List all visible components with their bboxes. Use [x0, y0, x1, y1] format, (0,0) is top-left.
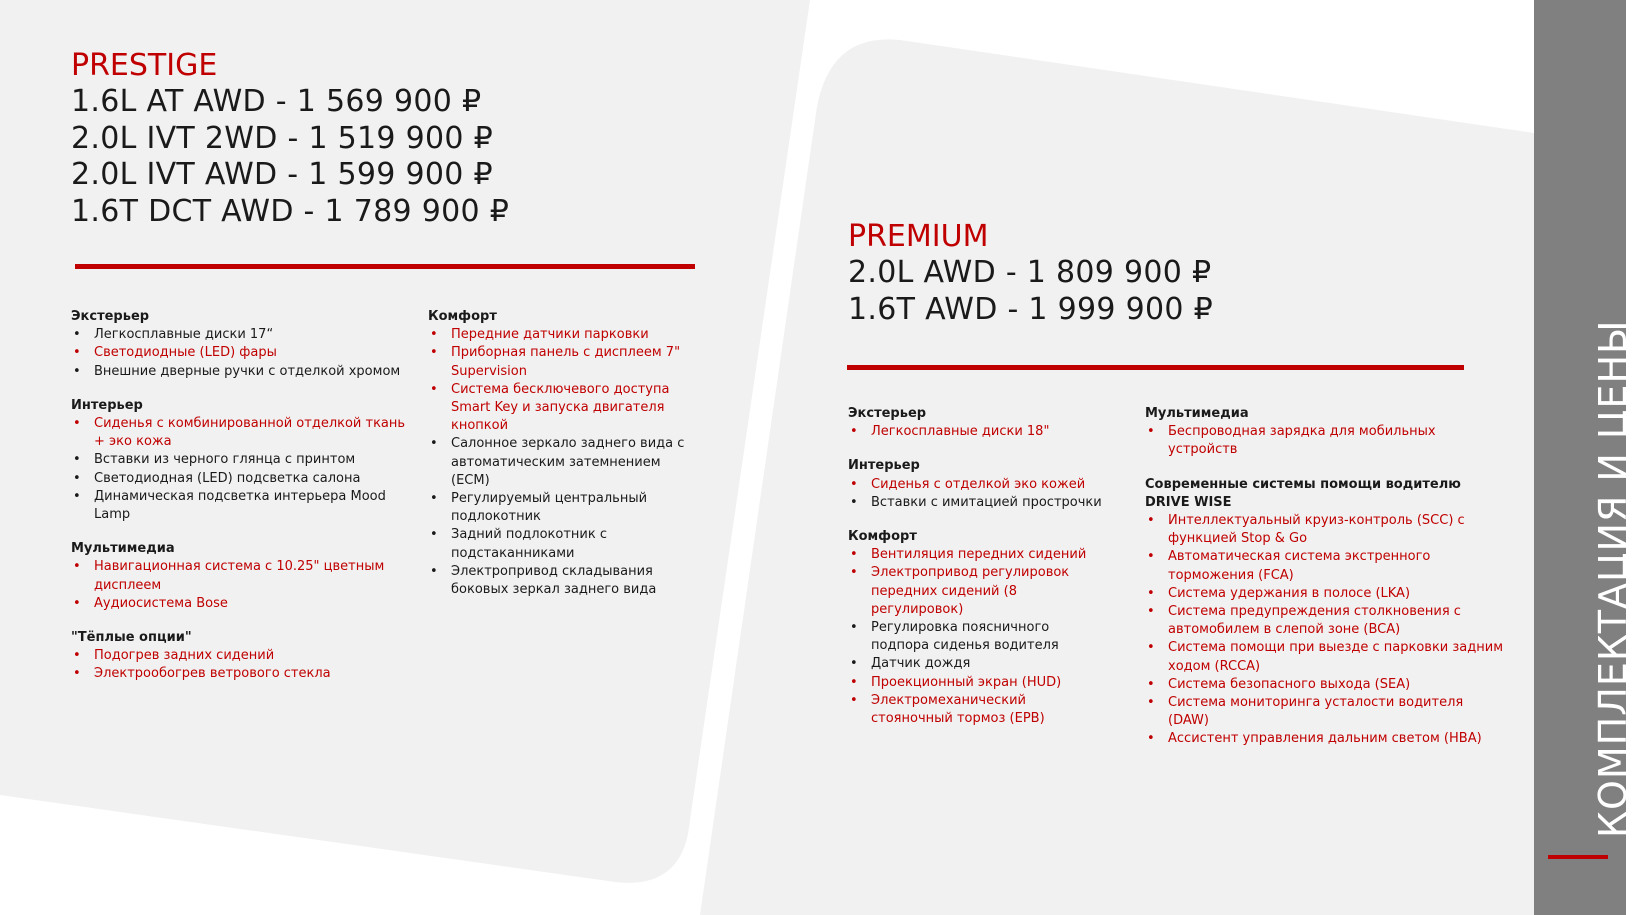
prestige-multimedia-heading: Мультимедиа [71, 541, 175, 557]
list-item: • Система предупреждения столкновения с автомобилем в слепой зоне (BCA) [1145, 603, 1507, 639]
premium-interior-group [848, 457, 1110, 512]
premium-adas-group [1145, 476, 1507, 749]
premium-interior-heading: Интерьер [848, 458, 920, 474]
prestige-exterior-list [71, 326, 416, 381]
premium-exterior-group [848, 405, 1110, 441]
premium-comfort-heading: Комфорт [848, 529, 917, 545]
prestige-warm-list [71, 647, 416, 683]
premium-multimedia-heading: Мультимедиа [1145, 406, 1249, 421]
list-item: • Электропривод складывания боковых зеркал заднего вида [428, 563, 703, 599]
list-item: • Беспроводная зарядка для мобильных устройств [1145, 423, 1507, 459]
sidebar-title: КОМПЛЕКТАЦИЯ И ЦЕНЫ [1591, 319, 1635, 838]
premium-col-left [848, 405, 1110, 744]
premium-exterior-heading: Экстерьер [848, 406, 927, 421]
premium-price-1: 2.0L AWD - 1 809 900 ₽ [848, 255, 1212, 290]
list-item: • Легкосплавные диски 17“ [71, 326, 416, 344]
list-item: • Внешние дверные ручки с отделкой хромом [71, 363, 416, 381]
list-item: • Интеллектуальный круиз-контроль (SCC) с функцией Stop & Go [1145, 512, 1507, 548]
prestige-col-left [71, 308, 416, 700]
prestige-col-right [428, 308, 703, 615]
sidebar-accent-line [1548, 855, 1608, 859]
premium-exterior-list [848, 423, 1110, 441]
premium-comfort-group [848, 528, 1110, 728]
list-item: • Салонное зеркало заднего вида с автоматическим затемнением (ECM) [428, 435, 703, 490]
premium-multimedia-list [1145, 423, 1507, 459]
prestige-comfort-group [428, 308, 703, 599]
prestige-exterior-heading: Экстерьер [71, 309, 150, 324]
prestige-price-1: 1.6L AT AWD - 1 569 900 ₽ [71, 84, 482, 119]
list-item: • Регулировка поясничного подпора сиденья водителя [848, 619, 1110, 655]
prestige-comfort-heading: Комфорт [428, 309, 497, 324]
list-item: • Динамическая подсветка интерьера Mood Lamp [71, 488, 416, 524]
premium-comfort-list [848, 546, 1110, 728]
list-item: • Сиденья с отделкой эко кожей [848, 476, 1110, 494]
premium-price-2: 1.6T AWD - 1 999 900 ₽ [848, 291, 1214, 327]
prestige-multimedia-list [71, 558, 416, 613]
list-item: • Вентиляция передних сидений [848, 546, 1110, 564]
list-item: • Автоматическая система экстренного торможения (FCA) [1145, 548, 1507, 584]
prestige-grade-title: PRESTIGE [71, 48, 218, 83]
list-item: • Система удержания в полосе (LKA) [1145, 585, 1507, 603]
list-item: • Вставки из черного глянца с принтом [71, 451, 416, 469]
list-item: • Электропривод регулировок передних сидений (8 регулировок) [848, 564, 1110, 619]
premium-col-right [1145, 405, 1507, 765]
premium-adas-heading: Современные системы помощи водителю DRIVE WISE [1145, 476, 1461, 510]
list-item: • Приборная панель с дисплеем 7" Supervision [428, 344, 703, 380]
premium-multimedia-group [1145, 405, 1507, 460]
list-item: • Датчик дождя [848, 655, 1110, 673]
list-item: • Светодиодная (LED) подсветка салона [71, 470, 416, 488]
list-item: • Вставки с имитацией прострочки [848, 494, 1110, 512]
list-item: • Система помощи при выезде с парковки задним ходом (RCCA) [1145, 639, 1507, 675]
list-item: • Электромеханический стояночный тормоз (EPB) [848, 692, 1110, 728]
list-item: • Ассистент управления дальним светом (HBA) [1145, 730, 1507, 748]
list-item: • Светодиодные (LED) фары [71, 344, 416, 362]
list-item: • Регулируемый центральный подлокотник [428, 490, 703, 526]
prestige-interior-heading: Интерьер [71, 397, 143, 413]
list-item: • Проекционный экран (HUD) [848, 674, 1110, 692]
list-item: • Система мониторинга усталости водителя (DAW) [1145, 694, 1507, 730]
prestige-comfort-list [428, 326, 703, 599]
prestige-interior-list [71, 415, 416, 524]
prestige-exterior-group [71, 308, 416, 381]
list-item: • Аудиосистема Bose [71, 595, 416, 613]
list-item: • Система бесключевого доступа Smart Key и запуска двигателя кнопкой [428, 381, 703, 436]
premium-interior-list [848, 476, 1110, 512]
prestige-interior-group [71, 397, 416, 524]
prestige-price-3: 2.0L IVT AWD - 1 599 900 ₽ [71, 157, 493, 192]
premium-divider [847, 365, 1464, 370]
prestige-multimedia-group [71, 540, 416, 613]
list-item: • Система безопасного выхода (SEA) [1145, 676, 1507, 694]
premium-grade-title: PREMIUM [848, 219, 989, 254]
list-item: • Передние датчики парковки [428, 326, 703, 344]
list-item: • Подогрев задних сидений [71, 647, 416, 665]
prestige-price-2: 2.0L IVT 2WD - 1 519 900 ₽ [71, 120, 494, 156]
prestige-price-4: 1.6T DCT AWD - 1 789 900 ₽ [71, 193, 510, 229]
premium-adas-list [1145, 512, 1507, 749]
list-item: • Задний подлокотник с подстаканниками [428, 526, 703, 562]
prestige-warm-group [71, 629, 416, 684]
list-item: • Сиденья с комбинированной отделкой ткань + эко кожа [71, 415, 416, 451]
list-item: • Легкосплавные диски 18" [848, 423, 1110, 441]
prestige-warm-heading: "Тёплые опции" [71, 630, 192, 646]
prestige-divider [75, 264, 695, 269]
premium-header [848, 219, 1213, 328]
list-item: • Навигационная система с 10.25" цветным дисплеем [71, 558, 416, 594]
list-item: • Электрообогрев ветрового стекла [71, 665, 416, 683]
prestige-header [71, 48, 509, 230]
